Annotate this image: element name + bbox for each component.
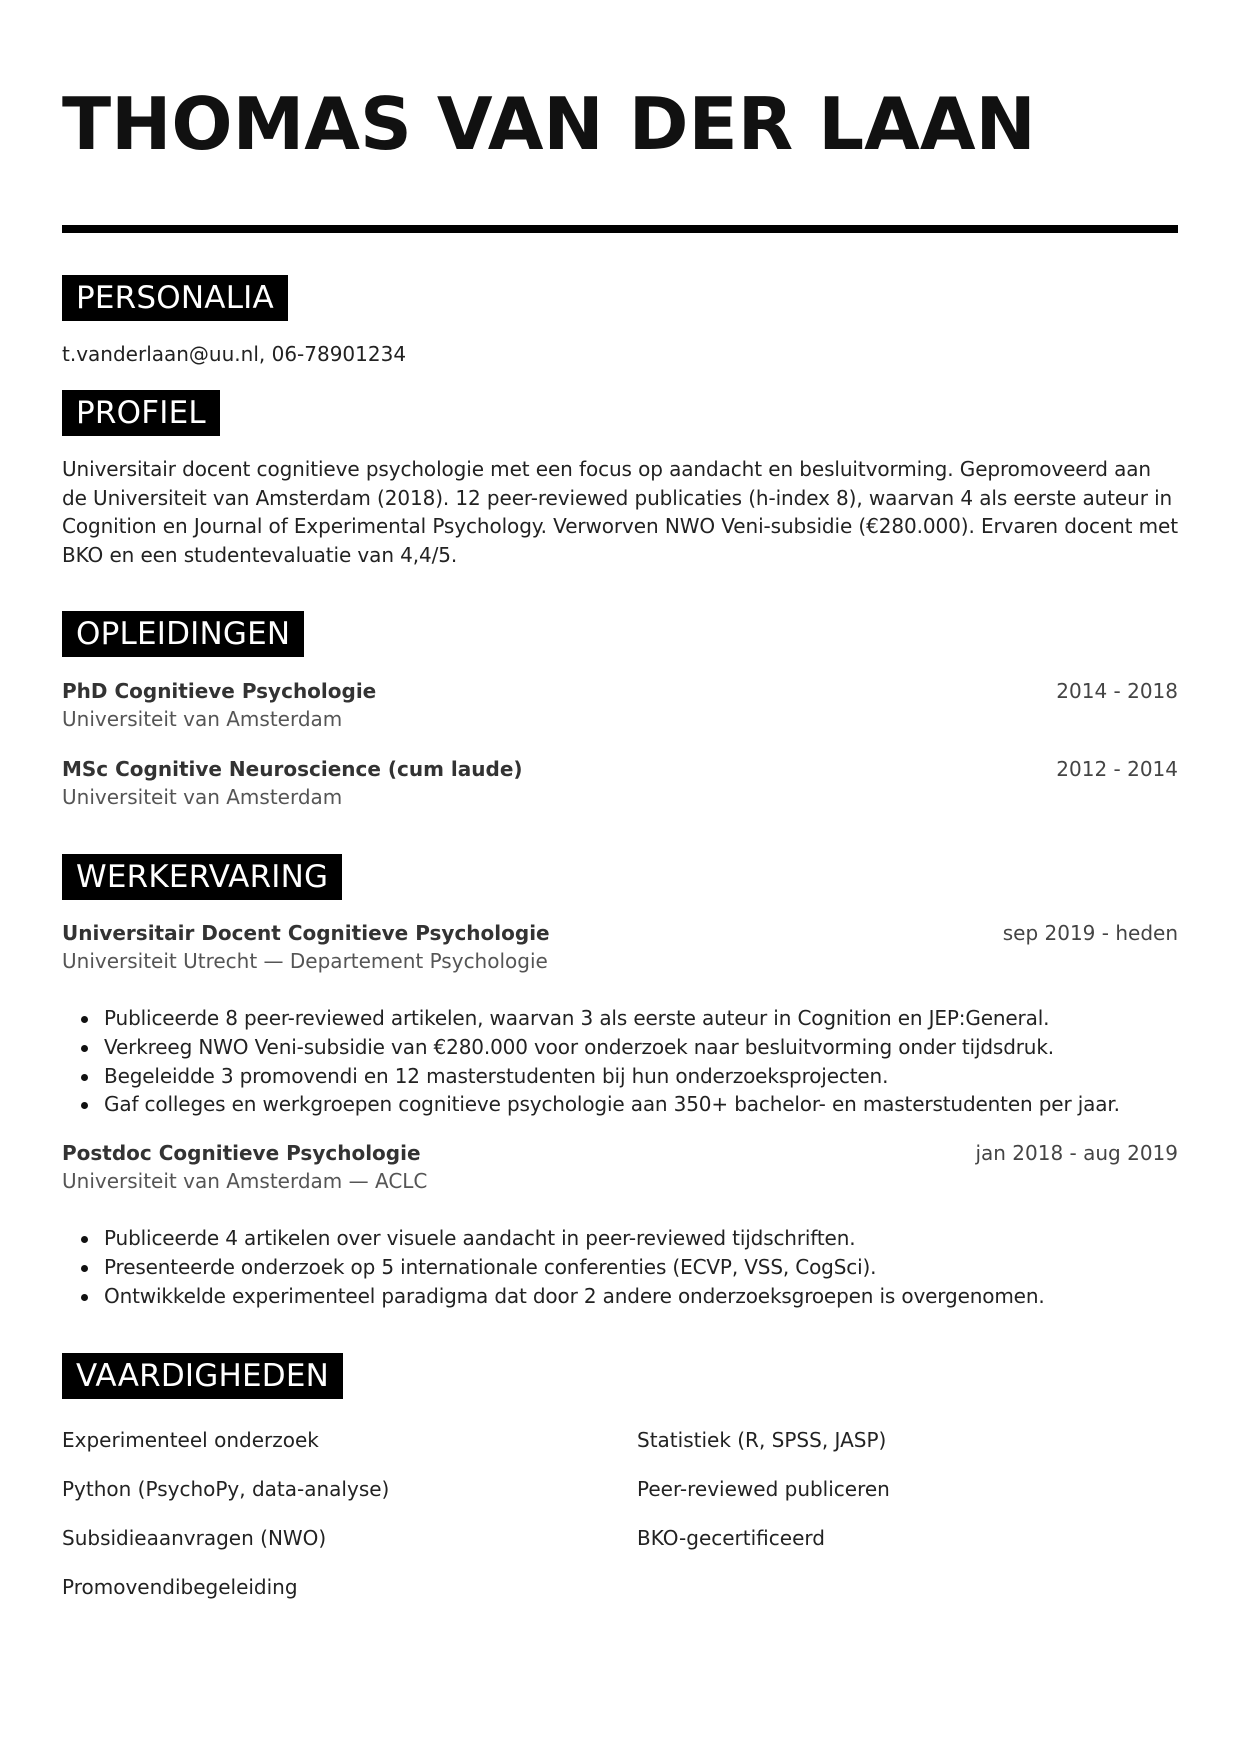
job-achievements [62,1224,1178,1310]
achievement-item: Presenteerde onderzoek op 5 internationale conferenties (ECVP, VSS, CogSci). [62,1253,1178,1282]
job-entry [62,1139,1178,1199]
section-heading-profiel: PROFIEL [62,390,220,436]
education-institution: Universiteit van Amsterdam [62,785,343,809]
section-heading-vaardigheden: VAARDIGHEDEN [62,1353,343,1399]
education-dates: 2014 - 2018 [1056,679,1178,703]
candidate-name: THOMAS VAN DER LAAN [62,82,1036,166]
contact-info: t.vanderlaan@uu.nl, 06-78901234 [62,342,407,366]
skill-item: Experimenteel onderzoek [62,1428,319,1452]
job-title: Postdoc Cognitieve Psychologie [62,1141,421,1165]
achievement-item: Begeleidde 3 promovendi en 12 masterstudenten bij hun onderzoeksprojecten. [62,1062,1178,1091]
education-entry [62,677,1178,737]
achievement-item: Publiceerde 8 peer-reviewed artikelen, waarvan 3 als eerste auteur in Cognition en JEP:General. [62,1004,1178,1033]
education-title: PhD Cognitieve Psychologie [62,679,377,703]
education-dates: 2012 - 2014 [1056,757,1178,781]
job-dates: jan 2018 - aug 2019 [975,1141,1178,1165]
job-dates: sep 2019 - heden [1002,921,1178,945]
skill-item: Python (PsychoPy, data-analyse) [62,1477,390,1501]
skill-item: Promovendibegeleiding [62,1575,298,1599]
skill-item: Subsidieaanvragen (NWO) [62,1526,327,1550]
job-entry [62,919,1178,979]
header-divider [62,225,1178,233]
section-heading-opleidingen: OPLEIDINGEN [62,611,304,657]
job-employer: Universiteit van Amsterdam — ACLC [62,1169,428,1193]
job-employer: Universiteit Utrecht — Departement Psychologie [62,949,548,973]
education-entry [62,755,1178,815]
job-title: Universitair Docent Cognitieve Psychologie [62,921,550,945]
job-achievements [62,1004,1178,1119]
skill-item: BKO-gecertificeerd [637,1526,825,1550]
skill-item: Statistiek (R, SPSS, JASP) [637,1428,887,1452]
achievement-item: Ontwikkelde experimenteel paradigma dat door 2 andere onderzoeksgroepen is overgenomen. [62,1282,1178,1311]
section-heading-personalia: PERSONALIA [62,275,288,321]
achievement-item: Publiceerde 4 artikelen over visuele aandacht in peer-reviewed tijdschriften. [62,1224,1178,1253]
skill-item: Peer-reviewed publiceren [637,1477,890,1501]
section-heading-werkervaring: WERKERVARING [62,854,342,900]
education-title: MSc Cognitive Neuroscience (cum laude) [62,757,523,781]
profile-summary: Universitair docent cognitieve psychologie met een focus op aandacht en besluitvorming. Gepromoveerd aan de Universiteit van Amsterdam (2018). 12 peer-reviewed publicaties (h-index 8), waarvan 4 als eerste auteur in Cognition en Journal of Experimental Psychology. Verworven NWO Veni-subsidie (€280.000). Ervaren docent met BKO en een studentevaluatie van 4,4/5. [62,457,1178,567]
achievement-item: Gaf colleges en werkgroepen cognitieve psychologie aan 350+ bachelor- en masterstudenten per jaar. [62,1090,1178,1119]
achievement-item: Verkreeg NWO Veni-subsidie van €280.000 voor onderzoek naar besluitvorming onder tijdsdruk. [62,1033,1178,1062]
education-institution: Universiteit van Amsterdam [62,707,343,731]
